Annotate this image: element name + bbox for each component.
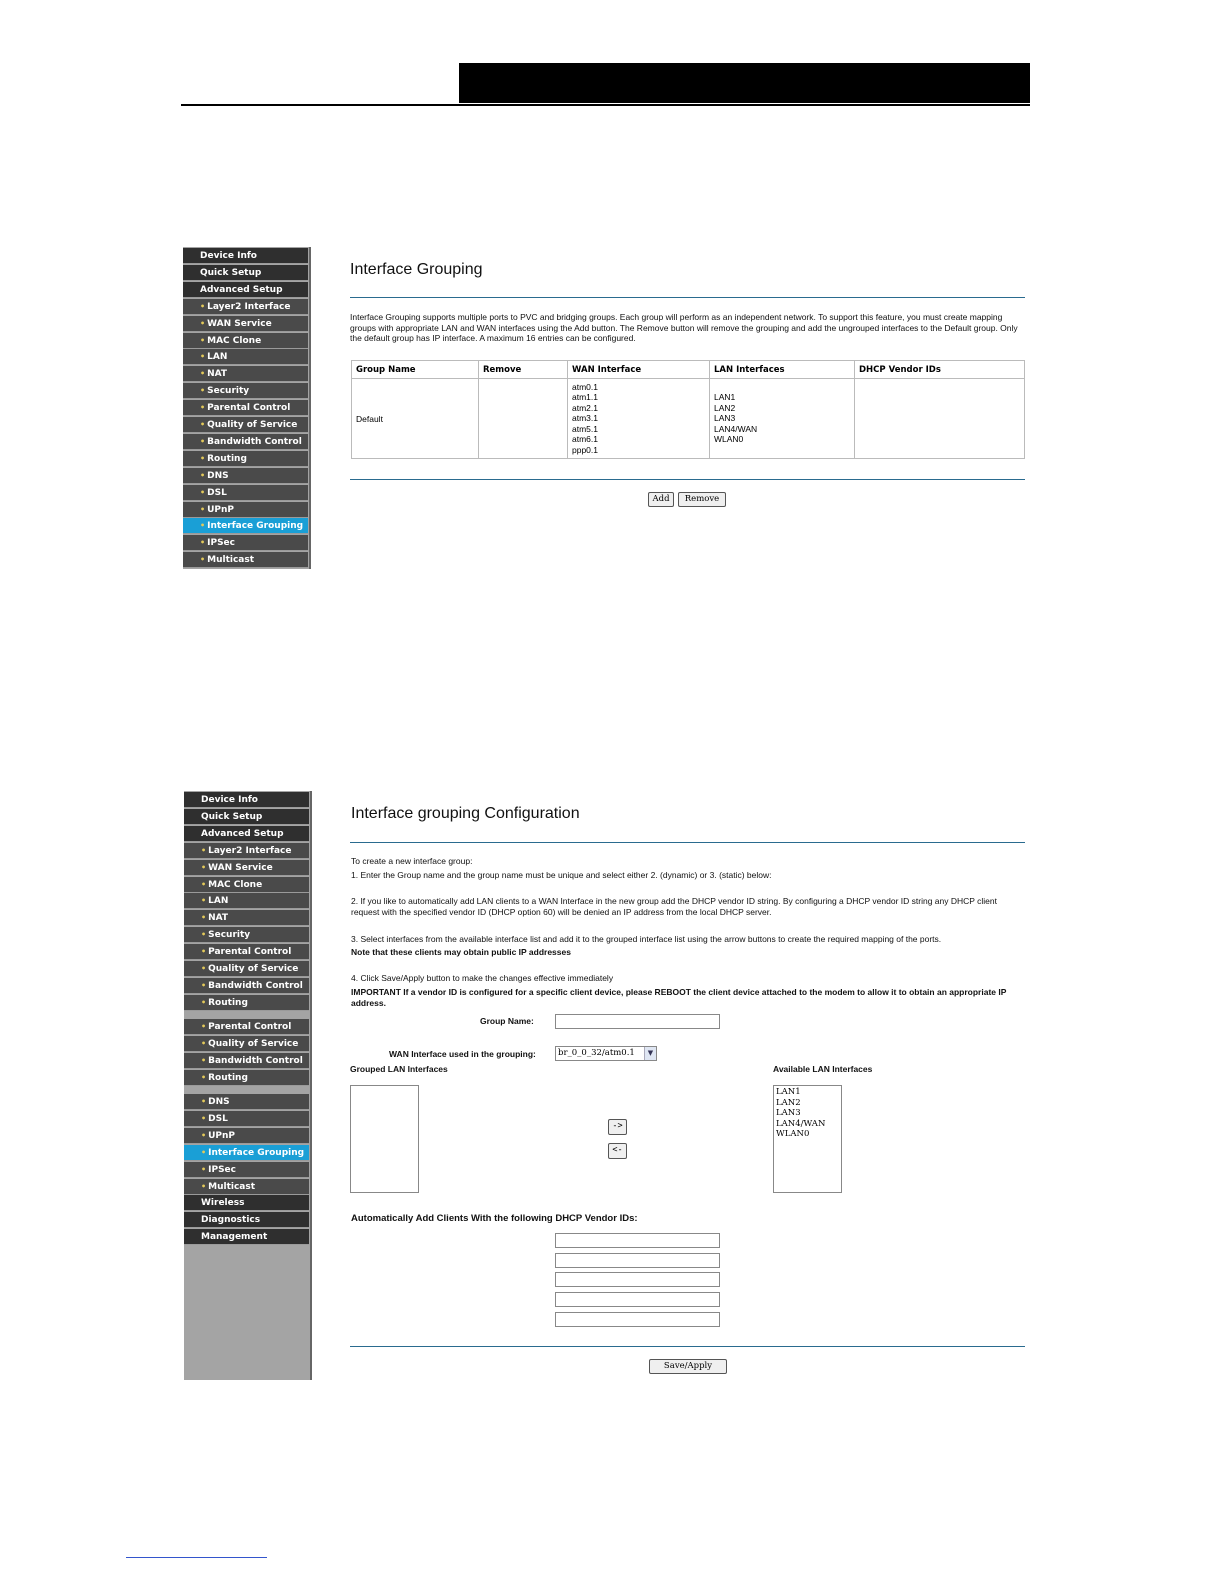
wan-interface-label: WAN Interface used in the grouping: xyxy=(389,1049,536,1059)
list-item: atm3.1 xyxy=(572,413,598,424)
screenshot-interface-grouping-configuration xyxy=(184,791,1030,1380)
sidebar-item[interactable] xyxy=(184,1179,309,1195)
bullet-icon: • xyxy=(200,487,206,497)
group-name-label: Group Name: xyxy=(480,1016,534,1026)
sidebar-item-label: WAN Service xyxy=(208,862,273,873)
step4-text: 4. Click Save/Apply button to make the changes effective immediately xyxy=(351,973,614,983)
sidebar-item[interactable] xyxy=(183,248,308,264)
sidebar-item[interactable] xyxy=(183,265,308,281)
cell-dhcp-vendor-ids xyxy=(855,379,1025,459)
bullet-icon: • xyxy=(200,470,206,480)
sidebar-item[interactable] xyxy=(184,944,309,960)
sidebar-item[interactable] xyxy=(183,518,308,534)
sidebar-item[interactable] xyxy=(183,383,308,399)
footer-link-underline xyxy=(126,1557,267,1558)
bullet-icon: • xyxy=(201,913,207,923)
bullet-icon: • xyxy=(200,318,206,328)
sidebar-item-label: Layer2 Interface xyxy=(207,301,291,312)
bullet-icon: • xyxy=(201,964,207,973)
bullet-icon: • xyxy=(200,504,206,514)
document-header-rule xyxy=(181,104,1030,106)
sidebar-item[interactable] xyxy=(184,1019,309,1035)
sidebar-item[interactable] xyxy=(184,893,309,909)
list-item: LAN1 xyxy=(776,1087,801,1097)
sidebar-item-label: UPnP xyxy=(208,1130,236,1141)
bullet-icon: • xyxy=(201,930,207,940)
list-item: ppp0.1 xyxy=(572,444,598,455)
bullet-icon: • xyxy=(201,845,207,855)
sidebar-item-label: WAN Service xyxy=(207,318,272,329)
list-item: LAN3 xyxy=(714,413,736,424)
sidebar-item[interactable] xyxy=(183,299,308,315)
vendor-id-input-5[interactable] xyxy=(555,1312,720,1327)
sidebar-item[interactable] xyxy=(183,366,308,382)
bullet-icon: • xyxy=(200,301,206,311)
sidebar-item-label: DSL xyxy=(208,1113,228,1124)
move-right-button[interactable]: -> xyxy=(608,1119,627,1135)
sidebar-item-label: Quality of Service xyxy=(208,1038,299,1049)
sidebar-item-label: Quality of Service xyxy=(207,420,298,430)
sidebar-item[interactable] xyxy=(184,927,309,943)
sidebar-item-label: Bandwidth Control xyxy=(208,1055,303,1066)
sidebar-item[interactable] xyxy=(184,1145,309,1161)
sidebar-item-label: Diagnostics xyxy=(201,1215,261,1226)
sidebar-item-label: Quality of Service xyxy=(208,964,299,974)
sidebar-item[interactable] xyxy=(184,1053,309,1069)
col-lan-interfaces: LAN Interfaces xyxy=(710,361,855,379)
list-item: WLAN0 xyxy=(714,434,744,445)
vendor-ids-label: Automatically Add Clients With the following DHCP Vendor IDs: xyxy=(351,1213,638,1224)
cell-remove xyxy=(479,379,568,459)
sidebar-item-label: Quick Setup xyxy=(200,267,262,278)
sidebar-item[interactable] xyxy=(184,910,309,926)
list-item: atm6.1 xyxy=(572,434,598,445)
sidebar-item-label: Device Info xyxy=(200,251,257,261)
list-item: WLAN0 xyxy=(776,1129,810,1139)
sidebar-item[interactable] xyxy=(184,1195,309,1211)
bullet-icon: • xyxy=(201,1097,207,1106)
list-item: atm5.1 xyxy=(572,423,598,434)
vendor-id-input-4[interactable] xyxy=(555,1292,720,1307)
important-text: IMPORTANT If a vendor ID is configured for a specific client device, please REBOOT the client device attached to the modem to allow it to obtain an appropriate IP address. xyxy=(351,987,1007,1008)
sidebar-item-label: Multicast xyxy=(207,555,255,566)
sidebar-item-label: Interface Grouping xyxy=(208,1147,305,1158)
sidebar-item-label: IPSec xyxy=(207,538,235,549)
bullet-icon: • xyxy=(201,1038,207,1048)
bullet-icon: • xyxy=(201,1055,207,1065)
sidebar-item-label: Bandwidth Control xyxy=(207,436,302,447)
list-item: LAN4/WAN xyxy=(714,423,758,434)
bullet-icon: • xyxy=(201,1022,207,1031)
sidebar-item[interactable] xyxy=(184,843,309,859)
list-item: LAN2 xyxy=(776,1097,801,1108)
sidebar-item-label: UPnP xyxy=(207,504,235,515)
sidebar-item[interactable] xyxy=(183,485,308,501)
vendor-id-input-2[interactable] xyxy=(555,1253,720,1268)
bullet-icon: • xyxy=(201,879,207,889)
list-item: atm1.1 xyxy=(572,392,598,403)
bullet-icon: • xyxy=(200,538,206,548)
step3-text: 3. Select interfaces from the available interface list and add it to the grouped interface list using the arrow buttons to create the required mapping of the ports. xyxy=(351,934,942,944)
add-button[interactable]: Add xyxy=(648,492,674,507)
sidebar-item-label: IPSec xyxy=(208,1164,236,1175)
sidebar-item[interactable] xyxy=(184,978,309,994)
bullet-icon: • xyxy=(200,555,206,565)
sidebar-item[interactable] xyxy=(183,552,308,568)
bullet-icon: • xyxy=(201,980,207,990)
screenshot-interface-grouping xyxy=(183,247,1030,569)
sidebar-item-label: Parental Control xyxy=(208,947,292,958)
bullet-icon: • xyxy=(200,436,206,446)
grouped-lan-label: Grouped LAN Interfaces xyxy=(350,1064,448,1074)
vendor-id-input-1[interactable] xyxy=(555,1233,720,1248)
bullet-icon: • xyxy=(201,997,207,1007)
sidebar-item[interactable] xyxy=(184,1094,309,1110)
chevron-down-icon[interactable]: ▼ xyxy=(644,1047,656,1060)
sidebar-item[interactable] xyxy=(183,451,308,467)
table-row xyxy=(352,379,1025,459)
group-name-input[interactable] xyxy=(555,1014,720,1029)
sidebar-item[interactable] xyxy=(183,434,308,450)
bullet-icon: • xyxy=(200,369,206,379)
table-header-row xyxy=(352,361,1025,379)
sidebar-item[interactable] xyxy=(184,1036,309,1052)
sidebar-item[interactable] xyxy=(184,961,309,977)
sidebar-item[interactable] xyxy=(183,349,308,365)
sidebar-item-label: NAT xyxy=(207,369,228,380)
sidebar-item[interactable] xyxy=(184,1128,309,1144)
wan-interface-select[interactable] xyxy=(555,1046,657,1061)
title-divider xyxy=(350,297,1025,298)
sidebar-item-label: Device Info xyxy=(201,795,258,805)
list-item: LAN4/WAN xyxy=(776,1118,826,1129)
col-group-name: Group Name xyxy=(352,361,479,379)
sidebar-item-label: Parental Control xyxy=(208,1022,292,1032)
list-item: LAN2 xyxy=(714,402,736,413)
intro-text: To create a new interface group: xyxy=(351,856,473,866)
sidebar-item-label: NAT xyxy=(208,913,229,924)
bullet-icon: • xyxy=(201,1113,207,1123)
sidebar-item-label: Security xyxy=(207,386,250,397)
list-item: LAN1 xyxy=(714,392,736,403)
col-remove: Remove xyxy=(479,361,568,379)
move-left-button[interactable]: <- xyxy=(608,1143,627,1159)
list-item: LAN3 xyxy=(776,1108,801,1118)
sidebar-item-label: Interface Grouping xyxy=(207,521,304,532)
sidebar-item[interactable] xyxy=(184,809,309,825)
note-text: Note that these clients may obtain public IP addresses xyxy=(351,947,571,957)
sidebar-item-label: Routing xyxy=(208,997,248,1008)
bullet-icon: • xyxy=(200,352,206,362)
sidebar-item-label: DNS xyxy=(208,1097,230,1107)
sidebar-item-label: Advanced Setup xyxy=(201,828,284,839)
bullet-icon: • xyxy=(200,335,206,345)
step2-text: 2. If you like to automatically add LAN clients to a WAN Interface in the new group add the DHCP vendor ID string. By configuring a DHCP vendor ID string any DHCP client request with the specified vendor ID (DHCP option 60) will be denied an IP address from the local DHCP server. xyxy=(351,896,997,917)
bullet-icon: • xyxy=(201,862,207,872)
sidebar-item[interactable] xyxy=(184,792,309,808)
cell-lan-interfaces xyxy=(710,379,855,459)
sidebar-item[interactable] xyxy=(184,1162,309,1178)
sidebar-item[interactable] xyxy=(184,1212,309,1228)
sidebar-item-label: Wireless xyxy=(201,1198,245,1209)
sidebar-item[interactable] xyxy=(184,1229,309,1245)
sidebar-item[interactable] xyxy=(183,535,308,551)
title-divider xyxy=(350,842,1025,843)
save-apply-button[interactable]: Save/Apply xyxy=(649,1359,727,1374)
list-item: atm2.1 xyxy=(572,402,598,413)
sidebar-item-label: LAN xyxy=(207,352,228,363)
available-lan-label: Available LAN Interfaces xyxy=(773,1064,873,1074)
bullet-icon: • xyxy=(201,1181,207,1191)
sidebar-item-label: MAC Clone xyxy=(208,879,263,890)
sidebar-item-label: Routing xyxy=(208,1072,248,1083)
sidebar-nav xyxy=(183,247,311,569)
remove-button[interactable]: Remove xyxy=(678,492,726,507)
bullet-icon: • xyxy=(201,1130,207,1140)
sidebar-item[interactable] xyxy=(183,400,308,416)
sidebar-item[interactable] xyxy=(184,826,309,842)
sidebar-item-label: Layer2 Interface xyxy=(208,845,292,856)
bullet-icon: • xyxy=(200,453,206,463)
sidebar-nav xyxy=(184,791,312,1380)
sidebar-item[interactable] xyxy=(183,468,308,484)
col-wan-interface: WAN Interface xyxy=(568,361,710,379)
form-divider xyxy=(350,1346,1025,1347)
sidebar-item-label: Bandwidth Control xyxy=(208,980,303,991)
bullet-icon: • xyxy=(201,896,207,906)
bullet-icon: • xyxy=(200,386,206,396)
sidebar-item[interactable] xyxy=(183,333,308,349)
bullet-icon: • xyxy=(201,1147,207,1157)
step1-text: 1. Enter the Group name and the group name must be unique and select either 2. (dynamic) or 3. (static) below: xyxy=(351,870,772,880)
sidebar-item-label: LAN xyxy=(208,896,229,907)
sidebar-item-label: Routing xyxy=(207,453,247,464)
sidebar-item[interactable] xyxy=(184,1070,309,1086)
interface-group-table xyxy=(351,360,1025,459)
wan-interface-selected: br_0_0_32/atm0.1 xyxy=(558,1048,635,1058)
document-header-bar xyxy=(459,63,1030,103)
sidebar-item[interactable] xyxy=(184,1111,309,1127)
bullet-icon: • xyxy=(200,420,206,429)
bullet-icon: • xyxy=(201,947,207,957)
sidebar-item-label: Multicast xyxy=(208,1181,256,1192)
available-lan-list[interactable] xyxy=(773,1085,842,1193)
sidebar-item-label: Security xyxy=(208,930,251,941)
sidebar-item[interactable] xyxy=(183,316,308,332)
sidebar-item-label: Quick Setup xyxy=(201,811,263,822)
sidebar-item[interactable] xyxy=(183,417,308,433)
sidebar-item-label: Advanced Setup xyxy=(200,284,283,295)
vendor-id-input-3[interactable] xyxy=(555,1272,720,1287)
page-title: Interface Grouping xyxy=(350,261,483,278)
sidebar-item-label: Management xyxy=(201,1232,268,1243)
page-title: Interface grouping Configuration xyxy=(351,805,580,822)
sidebar-item[interactable] xyxy=(184,995,309,1011)
sidebar-item[interactable] xyxy=(183,282,308,298)
bullet-icon: • xyxy=(200,403,206,413)
cell-wan-interface xyxy=(568,379,710,459)
list-item: atm0.1 xyxy=(572,382,598,393)
bullet-icon: • xyxy=(201,1072,207,1082)
cell-group-name: Default xyxy=(352,379,479,459)
sidebar-item-label: DSL xyxy=(207,487,227,498)
bullet-icon: • xyxy=(200,521,206,531)
sidebar-item-label: DNS xyxy=(207,470,229,481)
sidebar-item[interactable] xyxy=(183,502,308,518)
sidebar-item[interactable] xyxy=(184,877,309,893)
table-divider xyxy=(350,479,1025,480)
description-text: Interface Grouping supports multiple ports to PVC and bridging groups. Each group will perform as an independent network. To support this feature, you must create mapping groups with appropriate LAN and WAN interfaces using the Add button. The Remove button will remove the grouping and add the ungrouped interfaces to the Default group. Only the default group has IP interface. A maximum 16 entries can be configured. xyxy=(350,312,1018,343)
bullet-icon: • xyxy=(201,1164,207,1174)
sidebar-item-label: Parental Control xyxy=(207,403,291,414)
col-dhcp-vendor-ids: DHCP Vendor IDs xyxy=(855,361,1025,379)
grouped-lan-list[interactable] xyxy=(350,1085,419,1193)
sidebar-item-label: MAC Clone xyxy=(207,335,262,346)
sidebar-item[interactable] xyxy=(184,860,309,876)
